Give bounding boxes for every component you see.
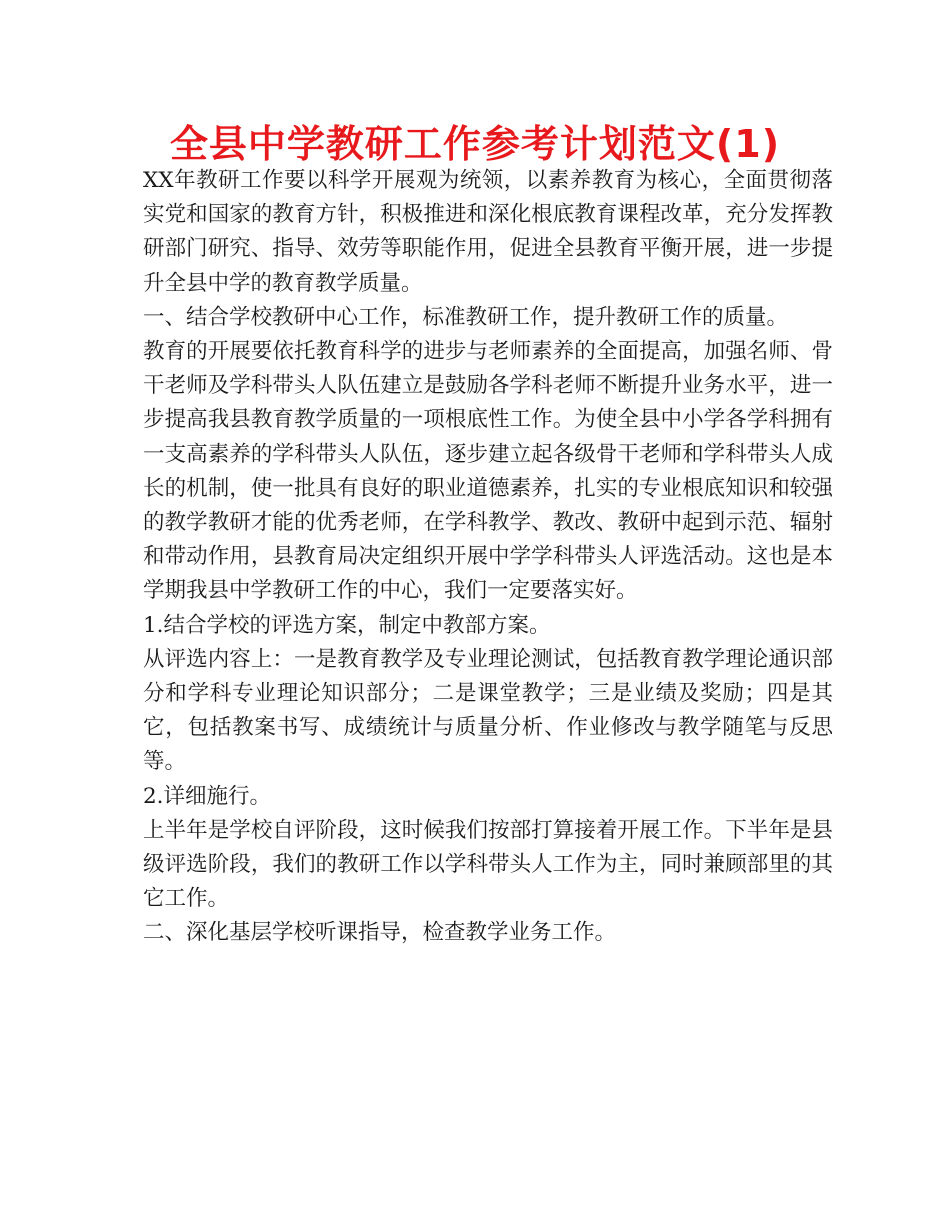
- document-body: [143, 164, 833, 951]
- section-heading-2: 二、深化基层学校听课指导，检查教学业务工作。: [143, 920, 617, 946]
- section-heading-1: 一、结合学校教研中心工作，标准教研工作，提升教研工作的质量。: [143, 304, 789, 330]
- subheading-2: 2.详细施行。: [143, 783, 272, 809]
- paragraph-evaluation-content: 从评选内容上：一是教育教学及专业理论测试，包括教育教学理论通识部分和学科专业理论知识部分；二是课堂教学；三是业绩及奖励；四是其它，包括教案书写、成绩统计与质量分析、作业修改与教学随笔与反思等。: [143, 646, 833, 775]
- paragraph-implementation: 上半年是学校自评阶段，这时候我们按部打算接着开展工作。下半年是县级评选阶段，我们的教研工作以学科带头人工作为主，同时兼顾部里的其它工作。: [143, 817, 833, 912]
- document-title: 全县中学教研工作参考计划范文(1): [169, 122, 781, 166]
- subheading-1: 1.结合学校的评选方案，制定中教部方案。: [143, 612, 551, 638]
- paragraph-section-1: 教育的开展要依托教育科学的进步与老师素养的全面提高，加强名师、骨干老师及学科带头人队伍建立是鼓励各学科老师不断提升业务水平，进一步提高我县教育教学质量的一项根底性工作。为使全县中小学各学科拥有一支高素养的学科带头人队伍，逐步建立起各级骨干老师和学科带头人成长的机制，使一批具有良好的职业道德素养，扎实的专业根底知识和较强的教学教研才能的优秀老师，在学科教学、教改、教研中起到示范、辐射和带动作用，县教育局决定组织开展中学学科带头人评选活动。这也是本学期我县中学教研工作的中心，我们一定要落实好。: [143, 339, 833, 604]
- paragraph-intro: XX年教研工作要以科学开展观为统领，以素养教育为核心，全面贯彻落实党和国家的教育方针，积极推进和深化根底教育课程改革，充分发挥教研部门研究、指导、效劳等职能作用，促进全县教育平衡开展，进一步提升全县中学的教育教学质量。: [143, 168, 833, 296]
